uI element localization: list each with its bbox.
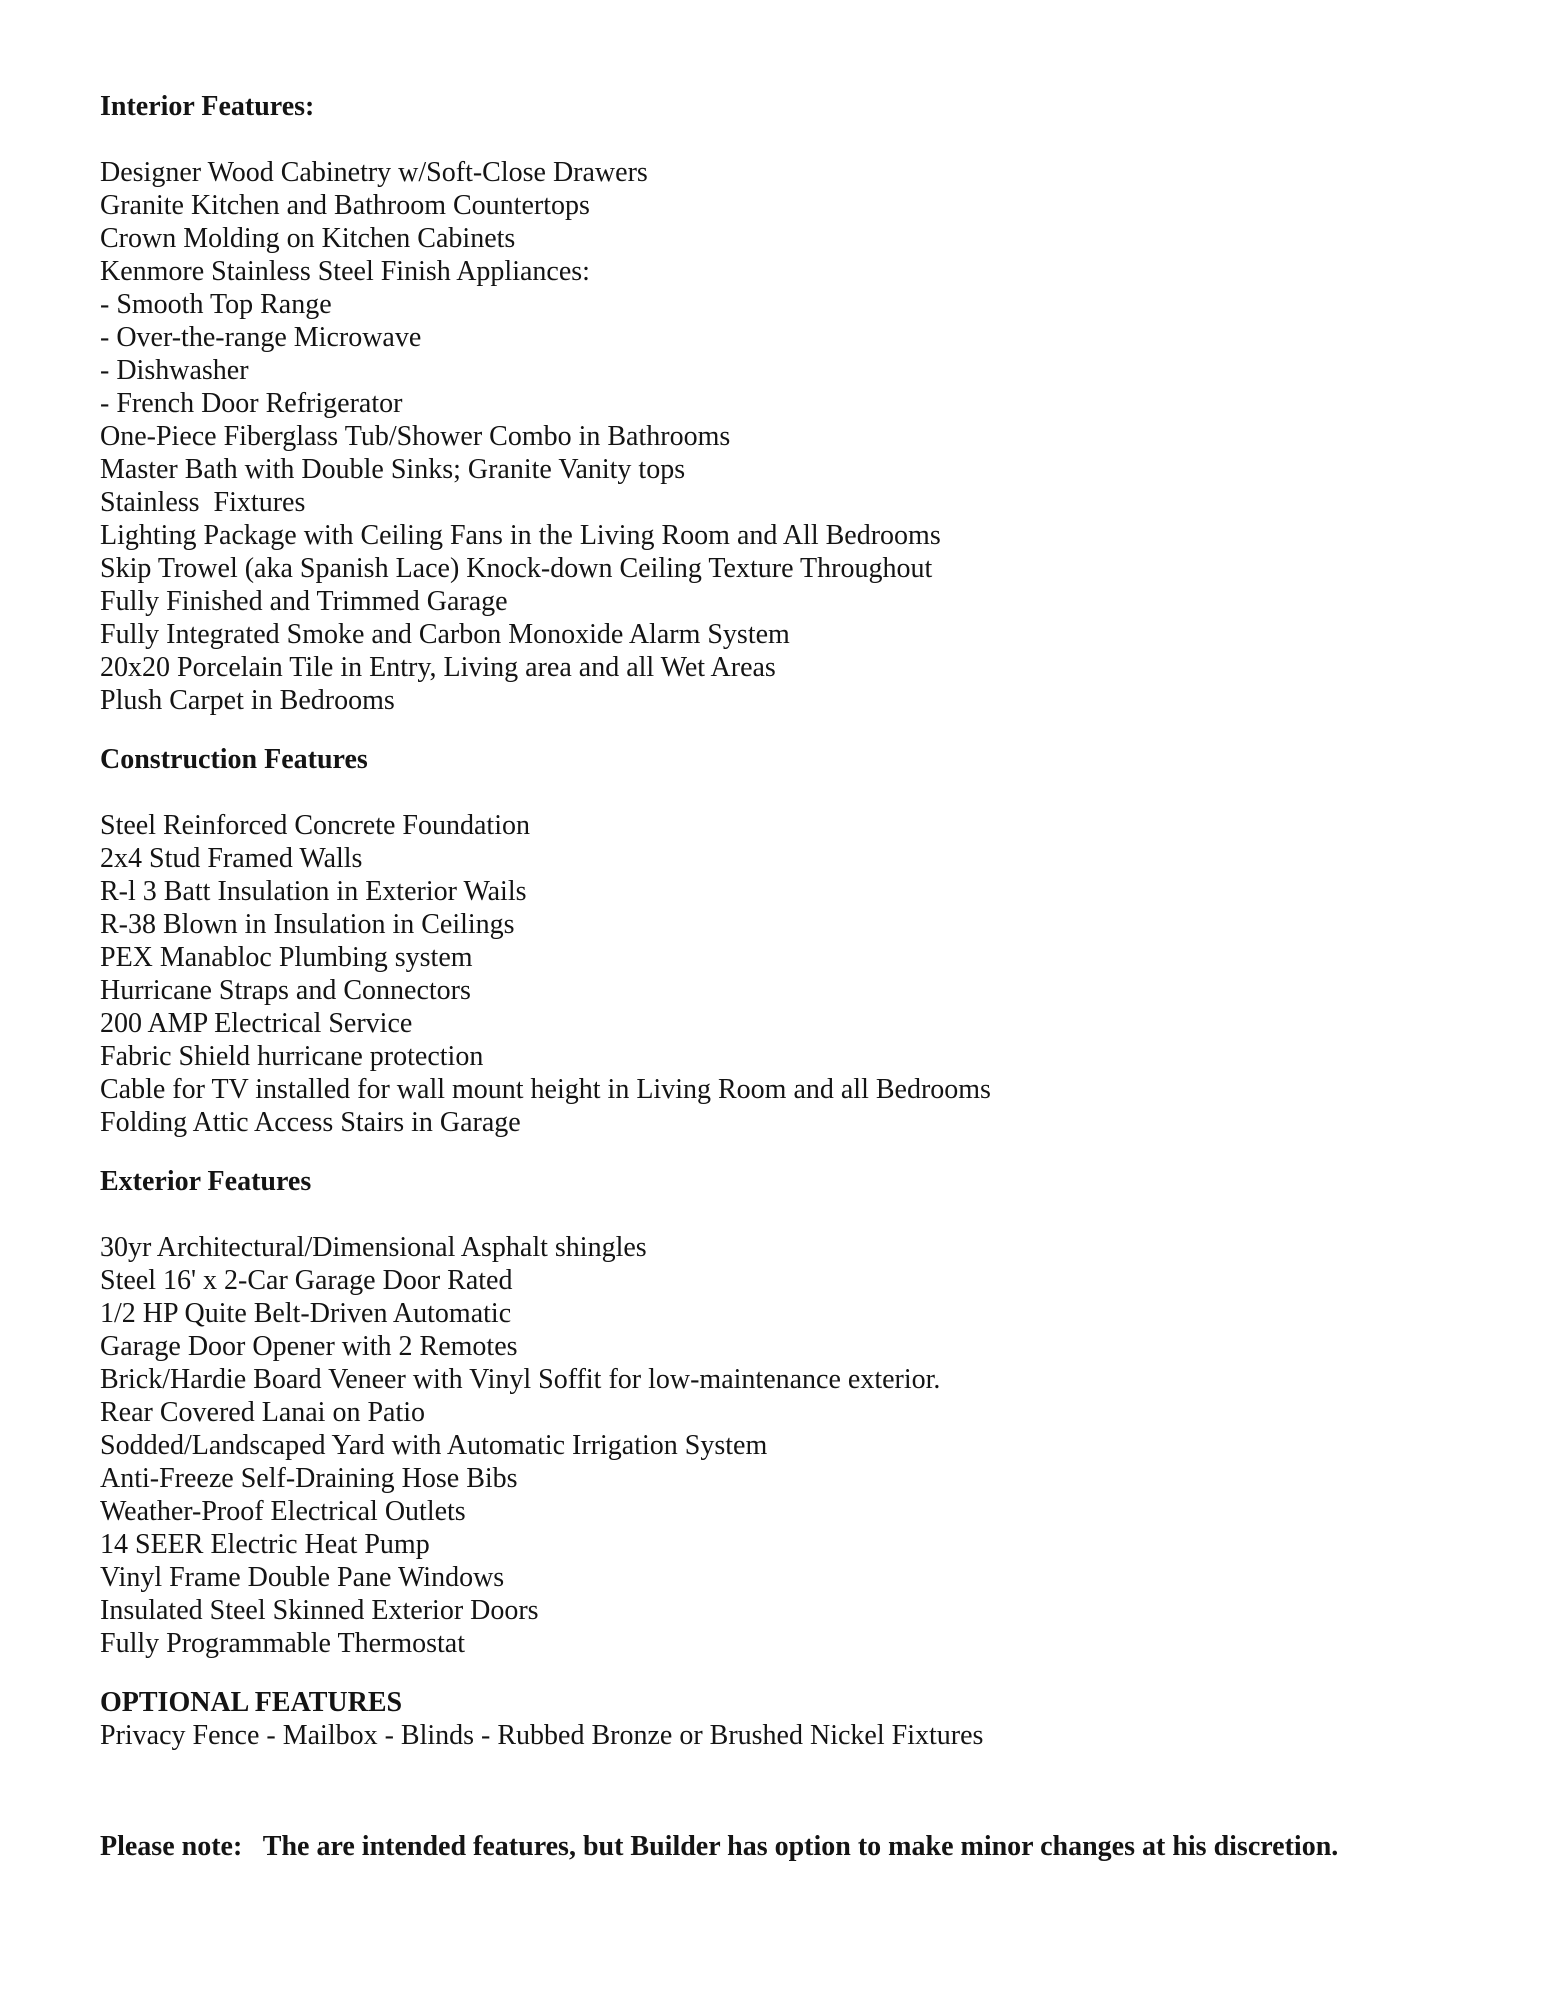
feature-line: Steel 16' x 2-Car Garage Door Rated: [100, 1265, 513, 1296]
feature-line: Rear Covered Lanai on Patio: [100, 1397, 426, 1428]
feature-line: Plush Carpet in Bedrooms: [100, 685, 395, 716]
builder-note: Please note: The are intended features, but Builder has option to make minor changes at his discretion.: [100, 1831, 1339, 1862]
feature-section: [100, 743, 1485, 1139]
feature-list: [100, 1719, 1485, 1752]
feature-line: 200 AMP Electrical Service: [100, 1008, 413, 1039]
feature-list: [100, 809, 1485, 1139]
feature-line: - Dishwasher: [100, 355, 249, 386]
feature-line: Stainless Fixtures: [100, 487, 306, 518]
feature-line: Sodded/Landscaped Yard with Automatic Irrigation System: [100, 1430, 768, 1461]
feature-line: Hurricane Straps and Connectors: [100, 975, 471, 1006]
feature-line: - French Door Refrigerator: [100, 388, 403, 419]
feature-line: One-Piece Fiberglass Tub/Shower Combo in Bathrooms: [100, 421, 731, 452]
feature-line: Lighting Package with Ceiling Fans in the Living Room and All Bedrooms: [100, 520, 941, 551]
feature-line: PEX Manabloc Plumbing system: [100, 942, 473, 973]
feature-line: Granite Kitchen and Bathroom Countertops: [100, 190, 590, 221]
feature-line: Insulated Steel Skinned Exterior Doors: [100, 1595, 539, 1626]
feature-line: - Smooth Top Range: [100, 289, 332, 320]
feature-line: Crown Molding on Kitchen Cabinets: [100, 223, 516, 254]
feature-line: Fully Integrated Smoke and Carbon Monoxide Alarm System: [100, 619, 790, 650]
section-heading: Exterior Features: [100, 1166, 312, 1197]
feature-line: 14 SEER Electric Heat Pump: [100, 1529, 430, 1560]
feature-line: Privacy Fence - Mailbox - Blinds - Rubbed Bronze or Brushed Nickel Fixtures: [100, 1720, 984, 1751]
feature-line: Fabric Shield hurricane protection: [100, 1041, 484, 1072]
feature-line: Kenmore Stainless Steel Finish Appliances:: [100, 256, 590, 287]
feature-line: Weather-Proof Electrical Outlets: [100, 1496, 466, 1527]
feature-line: Designer Wood Cabinetry w/Soft-Close Drawers: [100, 157, 648, 188]
feature-line: Vinyl Frame Double Pane Windows: [100, 1562, 505, 1593]
feature-list: [100, 156, 1485, 717]
feature-line: Garage Door Opener with 2 Remotes: [100, 1331, 518, 1362]
feature-line: Fully Finished and Trimmed Garage: [100, 586, 508, 617]
feature-line: 30yr Architectural/Dimensional Asphalt shingles: [100, 1232, 647, 1263]
feature-line: Folding Attic Access Stairs in Garage: [100, 1107, 521, 1138]
feature-line: Master Bath with Double Sinks; Granite Vanity tops: [100, 454, 686, 485]
feature-line: 20x20 Porcelain Tile in Entry, Living area and all Wet Areas: [100, 652, 776, 683]
feature-line: Steel Reinforced Concrete Foundation: [100, 810, 530, 841]
feature-line: R-l 3 Batt Insulation in Exterior Wails: [100, 876, 527, 907]
feature-section: [100, 1686, 1485, 1752]
feature-line: 1/2 HP Quite Belt-Driven Automatic: [100, 1298, 512, 1329]
feature-line: Skip Trowel (aka Spanish Lace) Knock-down Ceiling Texture Throughout: [100, 553, 933, 584]
feature-line: Anti-Freeze Self-Draining Hose Bibs: [100, 1463, 518, 1494]
feature-line: Brick/Hardie Board Veneer with Vinyl Soffit for low-maintenance exterior.: [100, 1364, 941, 1395]
feature-section: [100, 90, 1485, 717]
feature-line: R-38 Blown in Insulation in Ceilings: [100, 909, 515, 940]
section-heading: Construction Features: [100, 744, 368, 775]
feature-line: 2x4 Stud Framed Walls: [100, 843, 363, 874]
feature-list: [100, 1231, 1485, 1660]
feature-sections: [100, 90, 1485, 1752]
feature-line: Fully Programmable Thermostat: [100, 1628, 465, 1659]
feature-line: - Over-the-range Microwave: [100, 322, 422, 353]
section-heading: Interior Features:: [100, 91, 315, 122]
section-heading: OPTIONAL FEATURES: [100, 1687, 403, 1718]
feature-line: Cable for TV installed for wall mount height in Living Room and all Bedrooms: [100, 1074, 991, 1105]
feature-section: [100, 1165, 1485, 1660]
